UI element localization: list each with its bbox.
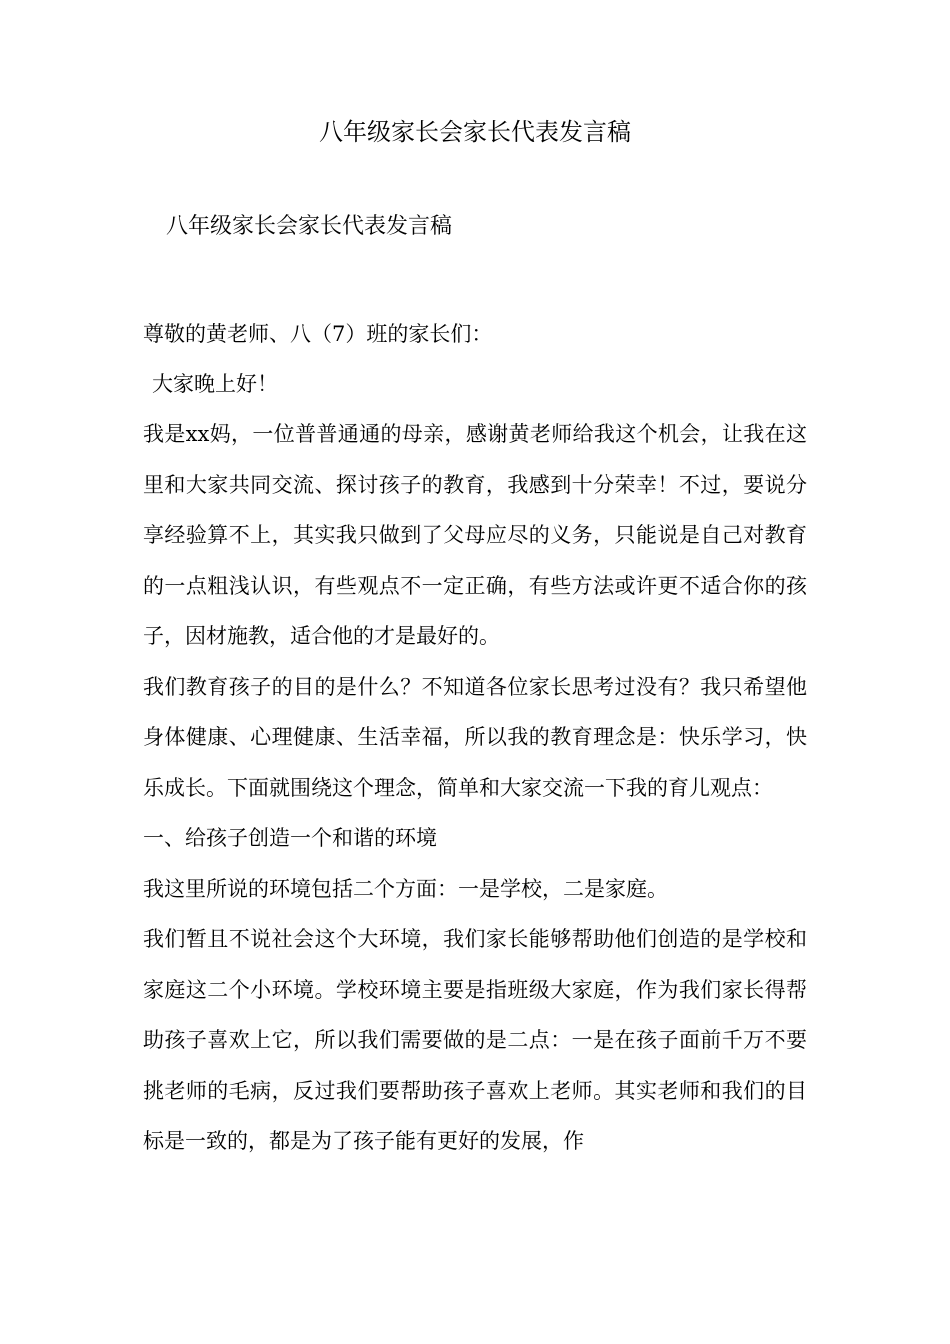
salutation: 尊敬的黄老师、八（7）班的家长们： xyxy=(143,322,493,346)
document-subtitle: 八年级家长会家长代表发言稿 xyxy=(166,214,453,239)
paragraph-intro: 我是xx妈，一位普普通通的母亲，感谢黄老师给我这个机会，让我在这里和大家共同交流、探讨孩子的教育，我感到十分荣幸！不过，要说分享经验算不上，其实我只做到了父母应尽的义务，只能说是自己对教育的一点粗浅认识，有些观点不一定正确，有些方法或许更不适合你的孩子，因材施教，适合他的才是最好的。 xyxy=(143,422,807,648)
section-heading: 一、给孩子创造一个和谐的环境 xyxy=(143,826,437,850)
paragraph-purpose: 我们教育孩子的目的是什么？不知道各位家长思考过没有？我只希望他身体健康、心理健康、生活幸福，所以我的教育理念是：快乐学习，快乐成长。下面就围绕这个理念，简单和大家交流一下我的育儿观点： xyxy=(143,674,807,800)
document-body xyxy=(143,409,807,1167)
paragraph-school-family: 我们暂且不说社会这个大环境，我们家长能够帮助他们创造的是学校和家庭这二个小环境。学校环境主要是指班级大家庭，作为我们家长得帮助孩子喜欢上它，所以我们需要做的是二点：一是在孩子面前千万不要挑老师的毛病，反过我们要帮助孩子喜欢上老师。其实老师和我们的目标是一致的，都是为了孩子能有更好的发展，作 xyxy=(143,927,807,1153)
greeting: 大家晚上好！ xyxy=(152,372,278,396)
document-title: 八年级家长会家长代表发言稿 xyxy=(319,118,631,146)
paragraph-environment: 我这里所说的环境包括二个方面：一是学校，二是家庭。 xyxy=(143,876,668,901)
